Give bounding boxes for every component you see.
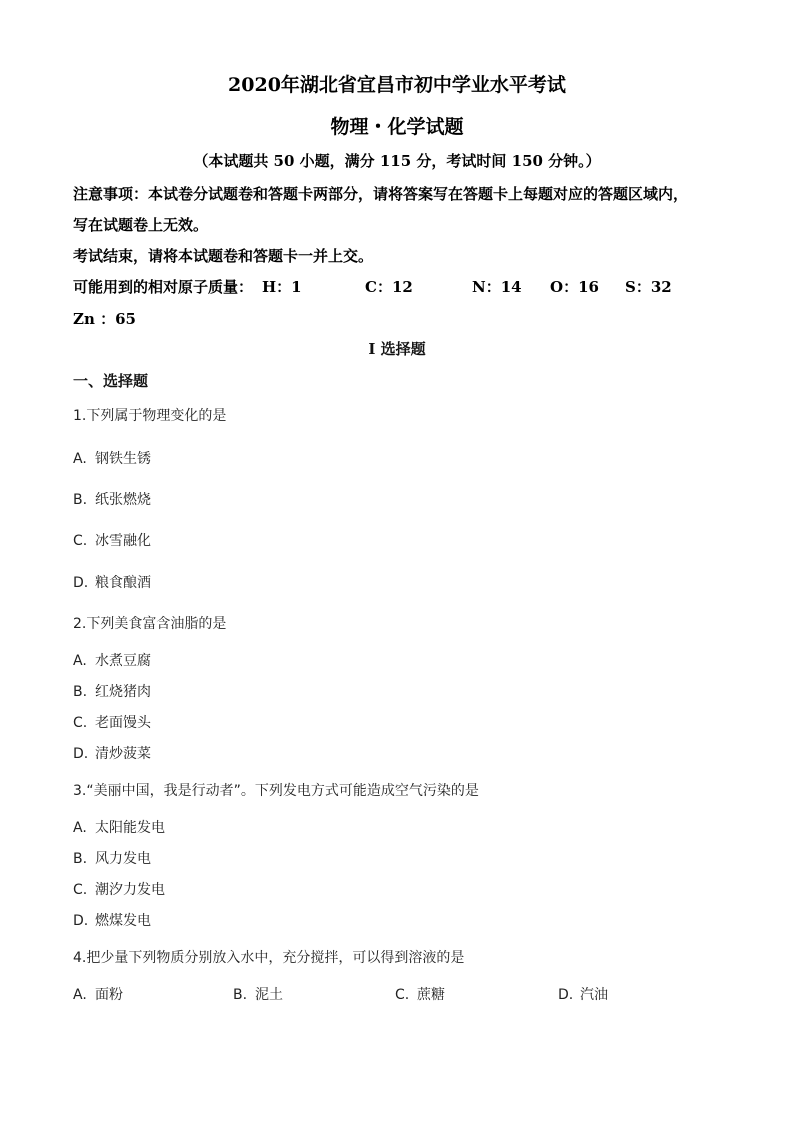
option-d[interactable] <box>73 910 151 930</box>
option-text: 纸张燃烧 <box>95 492 151 508</box>
question-stem: 4.把少量下列物质分别放入水中，充分搅拌，可以得到溶液的是 <box>73 950 465 966</box>
option-d[interactable] <box>558 984 608 1004</box>
option-label: A. <box>73 653 87 669</box>
option-label: C. <box>73 715 88 731</box>
option-c[interactable] <box>73 879 165 899</box>
option-d[interactable] <box>73 572 151 592</box>
atomic-mass-n: N：14 <box>472 278 522 296</box>
option-text: 清炒菠菜 <box>95 746 151 762</box>
section-title: I 选择题 <box>368 340 426 358</box>
option-text: 面粉 <box>95 987 123 1003</box>
option-c[interactable] <box>73 530 151 550</box>
option-a[interactable] <box>73 984 123 1004</box>
atomic-mass-h: H：1 <box>262 278 302 296</box>
option-label: B. <box>73 851 88 867</box>
option-d[interactable] <box>73 743 151 763</box>
option-label: C. <box>73 882 88 898</box>
part-heading: 一、选择题 <box>73 372 149 390</box>
atomic-mass-c: C：12 <box>365 278 413 296</box>
option-text: 粮食酿酒 <box>95 575 151 591</box>
option-label: D. <box>73 575 89 591</box>
notice-line-2: 写在试题卷上无效。 <box>73 216 209 234</box>
option-a[interactable] <box>73 817 165 837</box>
option-text: 冰雪融化 <box>95 533 151 549</box>
question-stem: 1.下列属于物理变化的是 <box>73 408 227 424</box>
option-text: 老面馒头 <box>95 715 151 731</box>
option-label: D. <box>73 746 89 762</box>
option-label: B. <box>73 684 88 700</box>
question-stem: 2.下列美食富含油脂的是 <box>73 616 227 632</box>
option-text: 潮汐力发电 <box>95 882 165 898</box>
exam-subtitle: 物理・化学试题 <box>330 116 464 138</box>
option-label: A. <box>73 820 87 836</box>
atomic-mass-zn: Zn ：65 <box>73 310 136 328</box>
option-label: A. <box>73 451 87 467</box>
option-b[interactable] <box>233 984 283 1004</box>
atomic-mass-o: O：16 <box>550 278 599 296</box>
exam-info: （本试题共 50 小题，满分 115 分，考试时间 150 分钟。） <box>193 152 601 170</box>
option-text: 太阳能发电 <box>95 820 165 836</box>
option-a[interactable] <box>73 650 151 670</box>
exam-title: 2020年湖北省宜昌市初中学业水平考试 <box>228 74 566 96</box>
option-text: 燃煤发电 <box>95 913 151 929</box>
option-text: 汽油 <box>580 987 608 1003</box>
option-text: 钢铁生锈 <box>95 451 151 467</box>
notice-line-1: 注意事项：本试卷分试题卷和答题卡两部分，请将答案写在答题卡上每题对应的答题区域内， <box>73 185 689 203</box>
option-b[interactable] <box>73 848 151 868</box>
option-text: 风力发电 <box>95 851 151 867</box>
atomic-mass-s: S：32 <box>625 278 672 296</box>
notice-line-3: 考试结束，请将本试题卷和答题卡一并上交。 <box>73 247 374 265</box>
option-text: 泥土 <box>255 987 283 1003</box>
option-b[interactable] <box>73 681 151 701</box>
option-label: A. <box>73 987 87 1003</box>
option-label: D. <box>558 987 574 1003</box>
option-text: 蔗糖 <box>417 987 445 1003</box>
option-b[interactable] <box>73 489 151 509</box>
option-label: D. <box>73 913 89 929</box>
option-label: C. <box>395 987 410 1003</box>
option-text: 红烧猪肉 <box>95 684 151 700</box>
atomic-mass-label: 可能用到的相对原子质量： <box>73 278 254 296</box>
option-label: B. <box>233 987 248 1003</box>
option-text: 水煮豆腐 <box>95 653 151 669</box>
option-a[interactable] <box>73 448 151 468</box>
question-stem: 3.“美丽中国，我是行动者”。下列发电方式可能造成空气污染的是 <box>73 783 479 799</box>
option-label: B. <box>73 492 88 508</box>
option-label: C. <box>73 533 88 549</box>
option-c[interactable] <box>73 712 151 732</box>
option-c[interactable] <box>395 984 445 1004</box>
